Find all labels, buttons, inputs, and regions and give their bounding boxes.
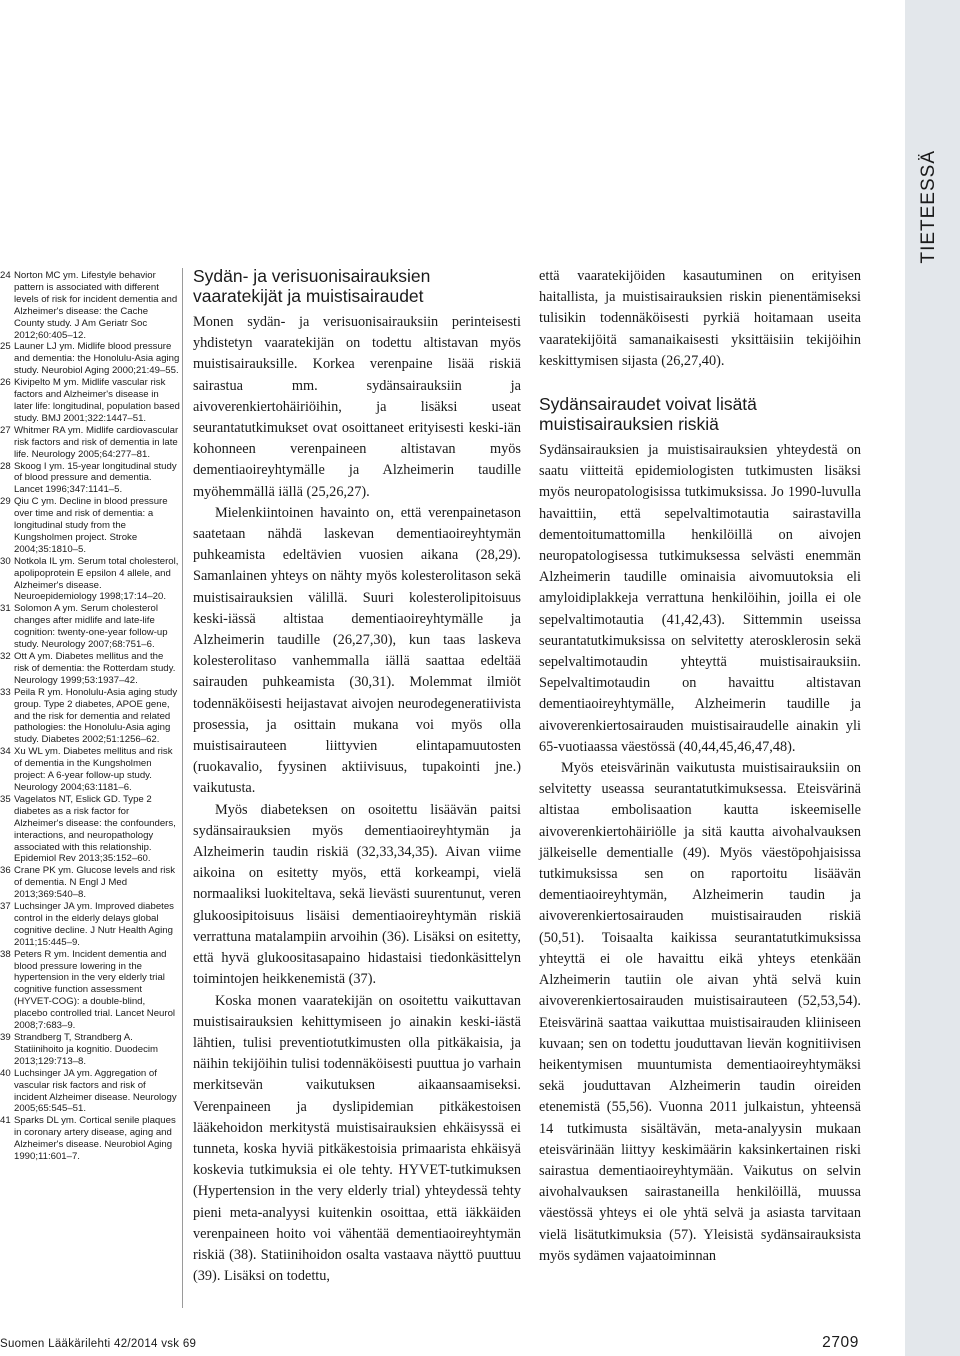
section-heading-vascular-risk: Sydän- ja verisuonisairauksien vaaratekijät ja muistisairaudet bbox=[193, 266, 431, 306]
reference-number: 34 bbox=[0, 746, 11, 758]
reference-number: 25 bbox=[0, 341, 11, 353]
reference-number: 35 bbox=[0, 793, 11, 805]
body-paragraph: Mielenkiintoinen havainto on, että verenpainetason saatetaan nähdä laskevan dementiaoireyhtymän puhkeamista edeltävien vuosien aikana (28,29). Samanlainen yhteys on nähty myös kolesterolitason sekä muistisairauksien välillä. Suuri kolesterolipitoisuus keski-iässä altistaa dementiaoireyhtymälle ja Alzheimerin taudille (26,27,30), kun taas laskeva kolesterolitaso vanhemmalla iällä saattaa edeltää sairauden puhkeamista (30,31). Molemmat ilmiöt todennäköisesti heijastavat aivojen neurodegeneratiivista prosessia, ja osittain mukana voi myös olla muistisairauteen liittyvien elintapamuutosten (ruokavalio, fyysinen aktiivisuus, tupakointi jne.) vaikutusta. bbox=[193, 504, 521, 797]
body-paragraph: Sydänsairauksien ja muistisairauksien yhteydestä on saatu viitteitä epidemiologisten tutkimusten lisäksi myös neuropatologisissa tutkimuksissa. Jo 1990-luvulla havaittiin, että sepelvaltimotautia sairastavilla dementoitumattomilla henkilöillä on aivojen neuropatologisessa tutkimuksessa selvästi enemmän Alzheimerin taudille ominaisia aivomuutoksia eli amyloidiplakkeja verrattuna henkilöihin, joilla ei ole sepelvaltimotautia (41,42,43). Sittemmin useissa seurantatutkimuksissa on selvitetty aterosklerosin sekä sepelvaltimotaudin yhteyttä muistisairauksiin. Sepelvaltimotaudin on havaittu altistavan dementiaoireyhtymälle, Alzheimerin taudille ja aivoverenkiertosairauden muistisairaudelle ainakin yli 65-vuotiaassa väestössä (40,44,45,46,47,48). bbox=[539, 442, 861, 755]
reference-divider bbox=[182, 268, 183, 1308]
reference-number: 29 bbox=[0, 496, 11, 508]
reference-number: 38 bbox=[0, 948, 11, 960]
reference-item bbox=[0, 461, 180, 497]
body-paragraph: Myös eteisvärinän vaikutusta muistisairauksiin on selvitetty useassa seurantatutkimuksessa. Eteisvärinä altistaa embolisaation kautta iskeemiselle aivoverenkiertohäiriölle ja sitä kautta aivohalvauksen jälkeiselle dementialle (49). Myös väestöpohjaisissa tutkimuksissa sen on raportoitu lisäävän dementiaoireyhtymän, Alzheimerin taudin ja aivoverenkiertosairauden muistisairauden riskiä (50,51). Toisaalta kaikissa seurantatutkimuksissa yhteyttä ei ole havaittu eikä yhteys etenkään Alzheimerin tautiin ole aivan yhtä selvä kuin aivoverenkiertosairauden muistisairauteen (52,53,54). Eteisvärinä saattaa vaikuttaa muistisairauden kliiniseen kuvaan; sen on todettu jouduttavan lievän kognitiivisen heikentymisen muuntumista dementiaoireyhtymäksi sekä jouduttavan Alzheimerin taudin oireiden etenemistä (55,56). Vuonna 2011 julkaistun, yhteensä 14 tutkimusta sisältävän, meta-analyysin mukaan eteisvärinään liittyy keskimäärin kaksinkertainen riski sairastua dementiaoireyhtymään. Vaikutus on selvin aivohalvauksen sairastaneilla henkilöillä, muussa väestössä yhteys ei ole yhtä selvä ja asiasta tarvitaan vielä lisätutkimuksia (57). Yleisistä sydänsairauksista myös sydämen vajaatoiminnan bbox=[539, 760, 861, 1264]
reference-number: 30 bbox=[0, 555, 11, 567]
reference-number: 41 bbox=[0, 1115, 11, 1127]
reference-item bbox=[0, 746, 180, 794]
reference-item bbox=[0, 687, 180, 747]
reference-item bbox=[0, 496, 180, 556]
reference-number: 36 bbox=[0, 865, 11, 877]
reference-text: Whitmer RA ym. Midlife cardiovascular risk factors and risk of dementia in late life. Neurology 2005;64:277–81. bbox=[14, 424, 179, 460]
reference-item bbox=[0, 425, 180, 461]
reference-number: 27 bbox=[0, 424, 11, 436]
reference-list bbox=[0, 270, 180, 1163]
section-tag-label: TIETEESSÄ bbox=[918, 150, 939, 264]
reference-text: Ott A ym. Diabetes mellitus and the risk of dementia: the Rotterdam study. Neurology 1999;53:1937–42. bbox=[14, 651, 176, 686]
reference-text: Sparks DL ym. Cortical senile plaques in coronary artery disease, aging and Alzheimer's disease. Neurobiol Aging 1990;11:601–7. bbox=[14, 1115, 176, 1163]
reference-number: 28 bbox=[0, 460, 11, 472]
reference-text: Vagelatos NT, Eslick GD. Type 2 diabetes as a risk factor for Alzheimer's disease: the confounders, interactions, and neuropathology associated with this relationship. Epidemiol Rev 2013;35:152–60. bbox=[14, 793, 176, 865]
reference-item bbox=[0, 556, 180, 604]
reference-item bbox=[0, 1068, 180, 1116]
reference-number: 32 bbox=[0, 651, 11, 662]
reference-item bbox=[0, 794, 180, 865]
body-paragraph-continued: että vaaratekijöiden kasautuminen on erityisen haitallista, ja muistisairauksien riskin pienentämiseksi tulisikin todennäköisesti pyrkiä hoitamaan useita vaaratekijöitä samanaikaisesti yksittäisiin tekijöihin keskittymisen sijasta (26,27,40). bbox=[539, 268, 861, 369]
reference-item bbox=[0, 1032, 180, 1068]
reference-item bbox=[0, 651, 180, 687]
reference-number: 40 bbox=[0, 1067, 11, 1079]
reference-text: Qiu C ym. Decline in blood pressure over time and risk of dementia: a longitudinal study from the Kungsholmen project. Stroke 2004;35:1810–5. bbox=[14, 496, 168, 555]
reference-item bbox=[0, 865, 180, 901]
body-paragraph: Myös diabeteksen on osoitettu lisäävän paitsi sydänsairauksien myös dementiaoireyhtymän ja Alzheimerin taudin riskiä (32,33,34,35). Aivan viime aikoina on esitetty myös, että korkeampi, vielä normaaliksi luokiteltava, sekä lievästi suurentunut, veren glukoosipitoisuus lisäisi dementiaoireyhtymän riskiä verrattuna matalampiin arvoihin (36). Lisäksi on esitetty, että hyvä glukoositasapaino hidastaisi tiedonkäsittelyn toimintojen heikkenemistä (37). bbox=[193, 801, 521, 988]
reference-text: Norton MC ym. Lifestyle behavior pattern is associated with different levels of risk for incident dementia and Alzheimer's disease: the Cache County study. J Am Geriatr Soc 2012;60:405–12. bbox=[14, 270, 178, 341]
reference-item bbox=[0, 341, 180, 377]
page-footer bbox=[0, 1336, 905, 1356]
reference-text: Kivipelto M ym. Midlife vascular risk factors and Alzheimer's disease in later life: longitudinal, population based study. BMJ 2001;322:1447–51. bbox=[14, 377, 180, 424]
reference-item bbox=[0, 270, 180, 341]
reference-item bbox=[0, 949, 180, 1032]
reference-item bbox=[0, 901, 180, 949]
reference-text: Strandberg T, Strandberg A. Statiinihoito ja kognitio. Duodecim 2013;129:713–8. bbox=[14, 1032, 158, 1067]
reference-item bbox=[0, 377, 180, 425]
reference-text: Skoog I ym. 15-year longitudinal study of blood pressure and dementia. Lancet 1996;347:1141–5. bbox=[14, 460, 177, 496]
reference-number: 24 bbox=[0, 270, 11, 281]
reference-number: 31 bbox=[0, 603, 11, 615]
reference-text: Launer LJ ym. Midlife blood pressure and dementia: the Honolulu-Asia aging study. Neurobiol Aging 2000;21:49–55. bbox=[14, 341, 180, 377]
reference-text: Solomon A ym. Serum cholesterol changes after midlife and late-life cognition: twenty-one-year follow-up study. Neurology 2007;68:751–6. bbox=[14, 603, 168, 651]
body-paragraph: Koska monen vaaratekijän on osoitettu vaikuttavan muistisairauksien kehittymiseen jo ainakin keski-iästä lähtien, tulisi preventiotutkimusten olla pitkäkaisia, ja näihin tekijöihin tulisi todennäköisesti puuttua jo varhain merkitsevän vaikutuksen aikaansaamiseksi. Verenpaineen ja dyslipidemian pitkäkestoisen lääkehoidon merkitystä muistisairauksien ehkäisyssä ei tunneta, koska hyviä pitkäkestoisia primaarista ehkäisyä koskevia tutkimuksia ei ole tehty. HYVET-tutkimuksen (Hypertension in the very elderly trial) yhteydessä tehty pieni meta-analyysi kuitenkin osoittaa, että iäkkäiden verenpaineen hoito voi vähentää dementiaoireyhtymän riskiä (38). Statiinihoidon osalta vastaava näyttö puuttuu (39). Lisäksi on todettu, bbox=[193, 992, 521, 1285]
reference-text: Peters R ym. Incident dementia and blood pressure lowering in the hypertension in the very elderly trial cognitive function assessment (HYVET-COG): a double-blind, placebo controlled trial. Lancet Neurol 2008;7:683–9. bbox=[14, 948, 176, 1032]
reference-number: 37 bbox=[0, 901, 11, 913]
section-tag bbox=[913, 150, 945, 264]
middle-column bbox=[193, 266, 521, 1287]
reference-number: 26 bbox=[0, 377, 11, 389]
reference-item bbox=[0, 603, 180, 651]
right-column bbox=[539, 266, 861, 1267]
page-number: 2709 bbox=[822, 1334, 859, 1351]
reference-text: Luchsinger JA ym. Aggregation of vascular risk factors and risk of incident Alzheimer disease. Neurology 2005;65:545–51. bbox=[14, 1067, 177, 1115]
section-heading-heart-disease: Sydänsairaudet voivat lisätä muistisairauksien riskiä bbox=[539, 394, 757, 435]
reference-number: 39 bbox=[0, 1032, 11, 1043]
journal-citation: Suomen Lääkärilehti 42/2014 vsk 69 bbox=[0, 1338, 197, 1350]
reference-item bbox=[0, 1115, 180, 1163]
reference-text: Crane PK ym. Glucose levels and risk of dementia. N Engl J Med 2013;369:540–8. bbox=[14, 865, 176, 901]
reference-text: Xu WL ym. Diabetes mellitus and risk of dementia in the Kungsholmen project: A 6-year follow-up study. Neurology 2004;63:1181–6. bbox=[14, 746, 173, 793]
reference-number: 33 bbox=[0, 686, 11, 698]
reference-text: Peila R ym. Honolulu-Asia aging study group. Type 2 diabetes, APOE gene, and the risk for dementia and related pathologies: the Honolulu-Asia aging study. Diabetes 2002;51:1256–62. bbox=[14, 686, 178, 746]
reference-text: Notkola IL ym. Serum total cholesterol, apolipoprotein E epsilon 4 allele, and Alzheimer's disease. Neuroepidemiology 1998;17:14–20. bbox=[14, 555, 179, 603]
reference-text: Luchsinger JA ym. Improved diabetes control in the elderly delays global cognitive decline. J Nutr Health Aging 2011;15:445–9. bbox=[14, 901, 174, 948]
body-paragraph: Monen sydän- ja verisuonisairauksiin perinteisesti yhdistetyn vaaratekijän on todettu altistavan myös muistisairauksille. Korkea verenpaine lisää riskiä sairastua mm. sydänsairauksiin ja aivoverenkiertohäiriöihin, ja lisäksi useat seurantatutkimukset ovat osoittaneet erityisesti keski-iän kohonneen verenpaineen altistavan myös dementiaoireyhtymälle ja Alzheimerin taudille myöhemmällä iällä (25,26,27). bbox=[193, 314, 521, 500]
